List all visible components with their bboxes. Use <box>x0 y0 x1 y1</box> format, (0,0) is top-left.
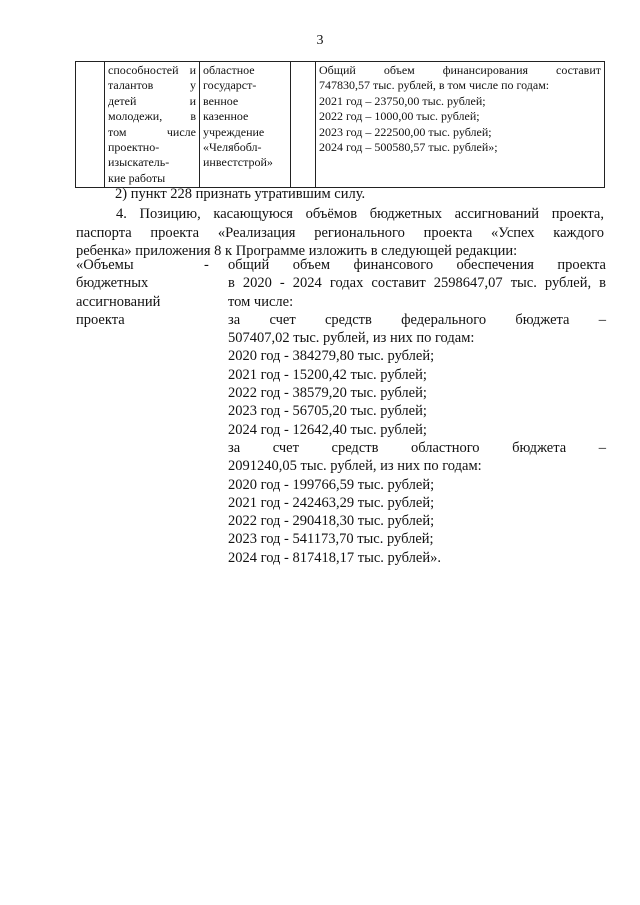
label-line: «Объемы <box>76 257 134 273</box>
value-line: 2022 год - 290418,30 тыс. рублей; <box>228 513 435 530</box>
item-4-paragraph <box>76 205 604 261</box>
paragraph-line: 4. Позицию, касающуюся объёмов бюджетных ассигнований проекта, <box>116 206 604 222</box>
financing-table <box>75 61 605 188</box>
value-line: 2024 год - 817418,17 тыс. рублей». <box>228 549 441 566</box>
table-cell-empty <box>76 62 105 188</box>
value-line: 2021 год - 15200,42 тыс. рублей; <box>228 366 427 383</box>
cell-line: областное <box>203 63 255 77</box>
value-line: в 2020 - 2024 годах составит 2598647,07 тыс. рублей, в <box>228 275 606 292</box>
cell-line: талантов у <box>108 78 196 93</box>
cell-line: венное <box>203 93 239 108</box>
cell-line: казенное <box>203 109 249 124</box>
paragraph-line: паспорта проекта «Реализация регионального проекта «Успех каждого <box>76 224 604 241</box>
table-cell-empty <box>291 62 316 188</box>
cell-line: кие работы <box>108 170 166 185</box>
cell-line: 2023 год – 222500,00 тыс. рублей; <box>319 124 492 139</box>
value-line: 2020 год - 199766,59 тыс. рублей; <box>228 476 435 493</box>
cell-line: государст- <box>203 78 257 93</box>
paragraph-line: ребенка» приложения 8 к Программе изложить в следующей редакции: <box>76 243 518 259</box>
cell-line: Общий объем финансирования составит <box>319 63 601 77</box>
table-cell-executor <box>200 62 291 188</box>
table-row <box>76 62 605 188</box>
cell-line: 2021 год – 23750,00 тыс. рублей; <box>319 93 486 108</box>
passport-value <box>228 256 606 567</box>
cell-line: 2024 год – 500580,57 тыс. рублей»; <box>319 140 498 155</box>
value-line: 2023 год - 56705,20 тыс. рублей; <box>228 403 427 420</box>
cell-line: 2022 год – 1000,00 тыс. рублей; <box>319 109 480 124</box>
value-line: том числе: <box>228 293 294 310</box>
cell-line: инвестстрой» <box>203 155 273 170</box>
cell-line: учреждение <box>203 124 265 139</box>
value-line: 507407,02 тыс. рублей, из них по годам: <box>228 330 475 347</box>
cell-line: изыскатель- <box>108 155 170 170</box>
value-line: 2091240,05 тыс. рублей, из них по годам: <box>228 458 482 475</box>
cell-line: том числе <box>108 124 196 139</box>
value-line: общий объем финансового обеспечения проекта <box>228 257 606 273</box>
cell-line: детей и <box>108 93 196 108</box>
cell-line: способностей и <box>108 63 196 77</box>
value-line: 2024 год - 12642,40 тыс. рублей; <box>228 421 427 438</box>
cell-line: молодежи, в <box>108 109 196 124</box>
cell-line: 747830,57 тыс. рублей, в том числе по годам: <box>319 78 550 93</box>
item-2-text: 2) пункт 228 признать утратившим силу. <box>115 186 366 202</box>
value-line: 2021 год - 242463,29 тыс. рублей; <box>228 494 435 511</box>
label-line: проекта <box>76 311 125 328</box>
passport-label <box>76 256 212 329</box>
label-line: бюджетных <box>76 275 149 292</box>
cell-line: проектно- <box>108 140 160 155</box>
cell-line: «Челябобл- <box>203 140 262 155</box>
value-line: 2020 год - 384279,80 тыс. рублей; <box>228 348 435 365</box>
value-line: 2022 год - 38579,20 тыс. рублей; <box>228 385 427 402</box>
page-number: 3 <box>316 33 324 48</box>
value-line: 2023 год - 541173,70 тыс. рублей; <box>228 531 434 548</box>
label-line: ассигнований <box>76 293 161 310</box>
value-line: за счет средств федерального бюджета – <box>228 311 606 328</box>
value-line: за счет средств областного бюджета – <box>228 439 606 456</box>
table-cell-description <box>105 62 200 188</box>
passport-dash: - <box>204 257 209 273</box>
table-cell-financing <box>316 62 605 188</box>
